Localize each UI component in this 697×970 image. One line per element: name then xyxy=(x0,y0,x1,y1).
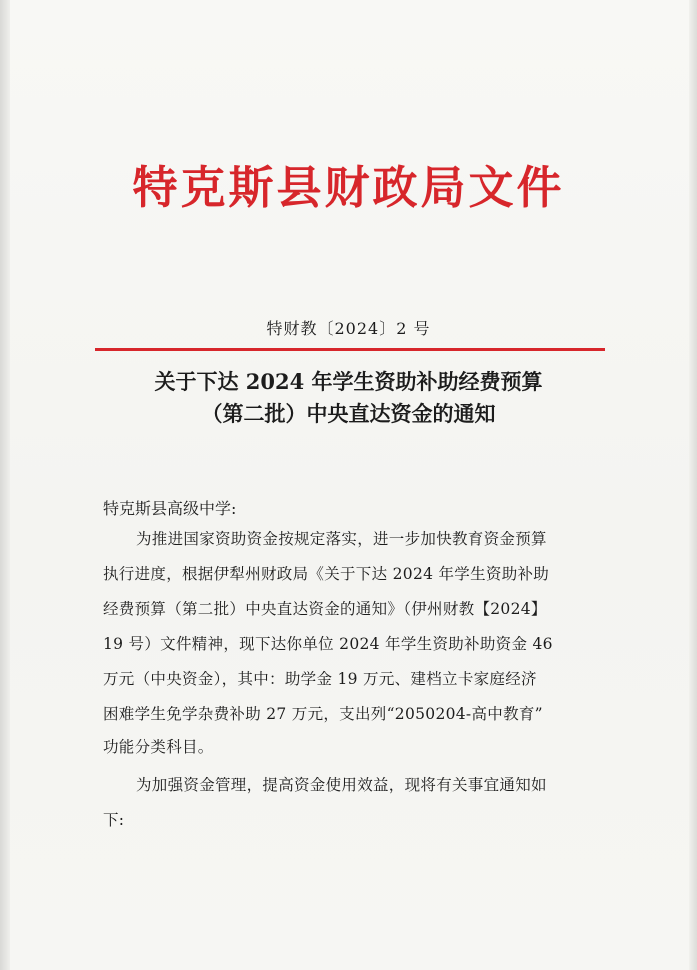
body-paragraph-2-line-2: 下: xyxy=(103,811,125,829)
body-paragraph-1-line-7: 功能分类科目。 xyxy=(103,738,214,756)
page-edge-left xyxy=(0,0,10,970)
recipient-line: 特克斯县高级中学: xyxy=(103,499,237,518)
notice-title-line-1: 关于下达 2024 年学生资助补助经费预算 xyxy=(154,369,543,394)
body-paragraph-1-line-6: 困难学生免学杂费补助 27 万元，支出列“2050204-高中教育” xyxy=(103,705,543,723)
body-paragraph-1-line-3: 经费预算（第二批）中央直达资金的通知》（伊州财教【2024】 xyxy=(103,600,547,618)
body-paragraph-1-line-1: 为推进国家资助资金按规定落实，进一步加快教育资金预算 xyxy=(136,530,547,548)
notice-title xyxy=(0,366,697,430)
body-paragraph-1-line-4: 19 号）文件精神，现下达你单位 2024 年学生资助补助资金 46 xyxy=(103,635,553,653)
page-edge-right xyxy=(689,0,697,970)
document-number: 特财教〔2024〕2 号 xyxy=(266,319,431,338)
body-paragraph-1-line-2: 执行进度，根据伊犁州财政局《关于下达 2024 年学生资助补助 xyxy=(103,565,550,583)
issuing-authority-header: 特克斯县财政局文件 xyxy=(132,161,565,214)
body-paragraph-2-line-1: 为加强资金管理，提高资金使用效益，现将有关事宜通知如 xyxy=(136,776,547,794)
notice-title-line-2: （第二批）中央直达资金的通知 xyxy=(201,401,496,426)
red-separator-rule xyxy=(95,348,605,351)
body-paragraph-1-line-5: 万元（中央资金），其中：助学金 19 万元、建档立卡家庭经济 xyxy=(103,670,537,688)
